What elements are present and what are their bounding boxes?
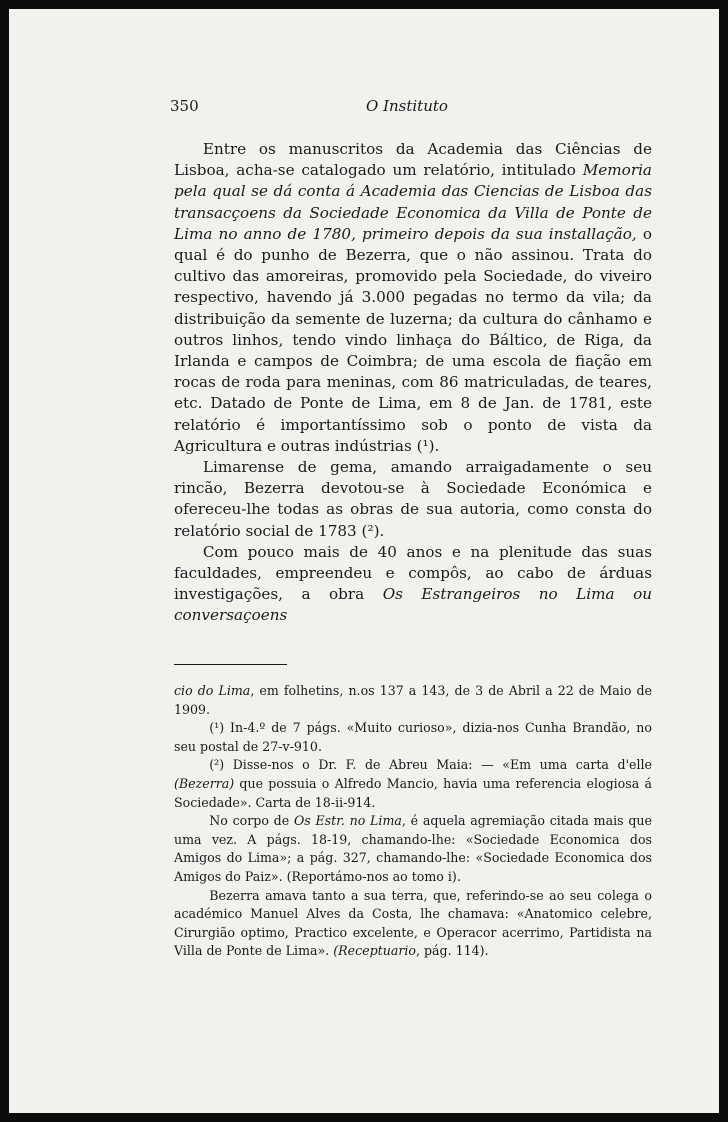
footnote-2-italic: (Bezerra) (174, 775, 235, 791)
footnote-continuation-title: cio do Lima (174, 683, 251, 698)
footnote-2 (174, 756, 652, 812)
paragraph-1-text-b: o qual é do punho de Bezerra, que o não assinou. Trata do cultivo das amoreiras, promovido pela Sociedade, do viveiro respectivo, havendo já 3.000 pegadas no termo da vila; da distribuição da semente de luzerna; da cultura do cânhamo e outros linhos, tendo vindo linhaça do Báltico, de Riga, da Irlanda e campos de Coimbra; de uma escola de fiação em rocas de roda para meninas, com 86 matriculadas, de teares, etc. Datado de Ponte de Lima, em 8 de Jan. de 1781, este relatório é importantíssimo sob o ponto de vista da Agricultura e outras indústrias (¹). (174, 224, 652, 455)
page-header (9, 97, 719, 119)
paragraph-1-text-a: Entre os manuscritos da Academia das Ciências de Lisboa, acha-se catalogado um relatório, intitulado (174, 140, 652, 180)
footnote-4-text-a: Bezerra amava tanto a sua terra, que, referindo-se ao seu colega o académico Manuel Alves da Costa, lhe chamava: «Anatomico celebre, Cirurgião optimo, Practico excelente, e Operacor acerrimo, Partidista na Villa de Ponte de Lima». (174, 887, 652, 959)
footnote-2-text-a: (²) Disse-nos o Dr. F. de Abreu Maia: — «Em uma carta d'elle (209, 757, 652, 773)
footnote-continuation-text: , em folhetins, n.os 137 a 143, de 3 de Abril a 22 de Maio de 1909. (174, 683, 652, 717)
footnote-4 (174, 887, 652, 961)
footnote-3-text-a: No corpo de (209, 813, 294, 829)
paragraph-3 (174, 542, 652, 627)
footnote-3-italic: Os Estr. no Lima (293, 813, 402, 829)
footnote-separator (174, 664, 287, 665)
paragraph-2: Limarense de gema, amando arraigadamente o seu rincão, Bezerra devotou-se à Sociedade Económica e ofereceu-lhe todas as obras de sua autoria, como consta do relatório social de 1783 (²). (174, 458, 652, 540)
running-title: O Instituto (366, 97, 448, 115)
footnote-4-text-b: , pág. 114). (415, 943, 489, 959)
footnotes (174, 682, 652, 961)
footnote-2-text-b: que possuia o Alfredo Mancio, havia uma referencia elogiosa á Sociedade». Carta de 18-ii-914. (174, 775, 652, 810)
page-number: 350 (170, 97, 199, 115)
main-text (174, 139, 652, 627)
paragraph-1 (174, 139, 652, 457)
estrangeiros-title: Os Estrangeiros no Lima ou conversaçoens (174, 585, 652, 625)
paragraph-3-text: Com pouco mais de 40 anos e na plenitude das suas faculdades, empreendeu e compôs, ao cabo de árduas investigações, a obra (174, 542, 652, 604)
footnote-continuation (174, 682, 652, 719)
footnote-3 (174, 812, 652, 886)
footnote-4-italic: (Receptuario (333, 943, 416, 959)
book-page (9, 9, 719, 1113)
footnote-3-text-b: , é aquela agremiação citada mais que uma vez. A págs. 18-19, chamando-lhe: «Sociedade Economica dos Amigos do Lima»; a pág. 327, chamando-lhe: «Sociedade Economica dos Amigos do Paiz». (Reportámo-nos ao tomo i). (174, 813, 652, 884)
memoria-title: Memoria pela qual se dá conta á Academia das Ciencias de Lisboa das transacçoens da Sociedade Economica da Villa de Ponte de Lima no anno de 1780, primeiro depois da sua installação, (174, 161, 652, 243)
footnote-1: (¹) In-4.º de 7 págs. «Muito curioso», dizia-nos Cunha Brandão, no seu postal de 27-v-910. (174, 720, 652, 754)
